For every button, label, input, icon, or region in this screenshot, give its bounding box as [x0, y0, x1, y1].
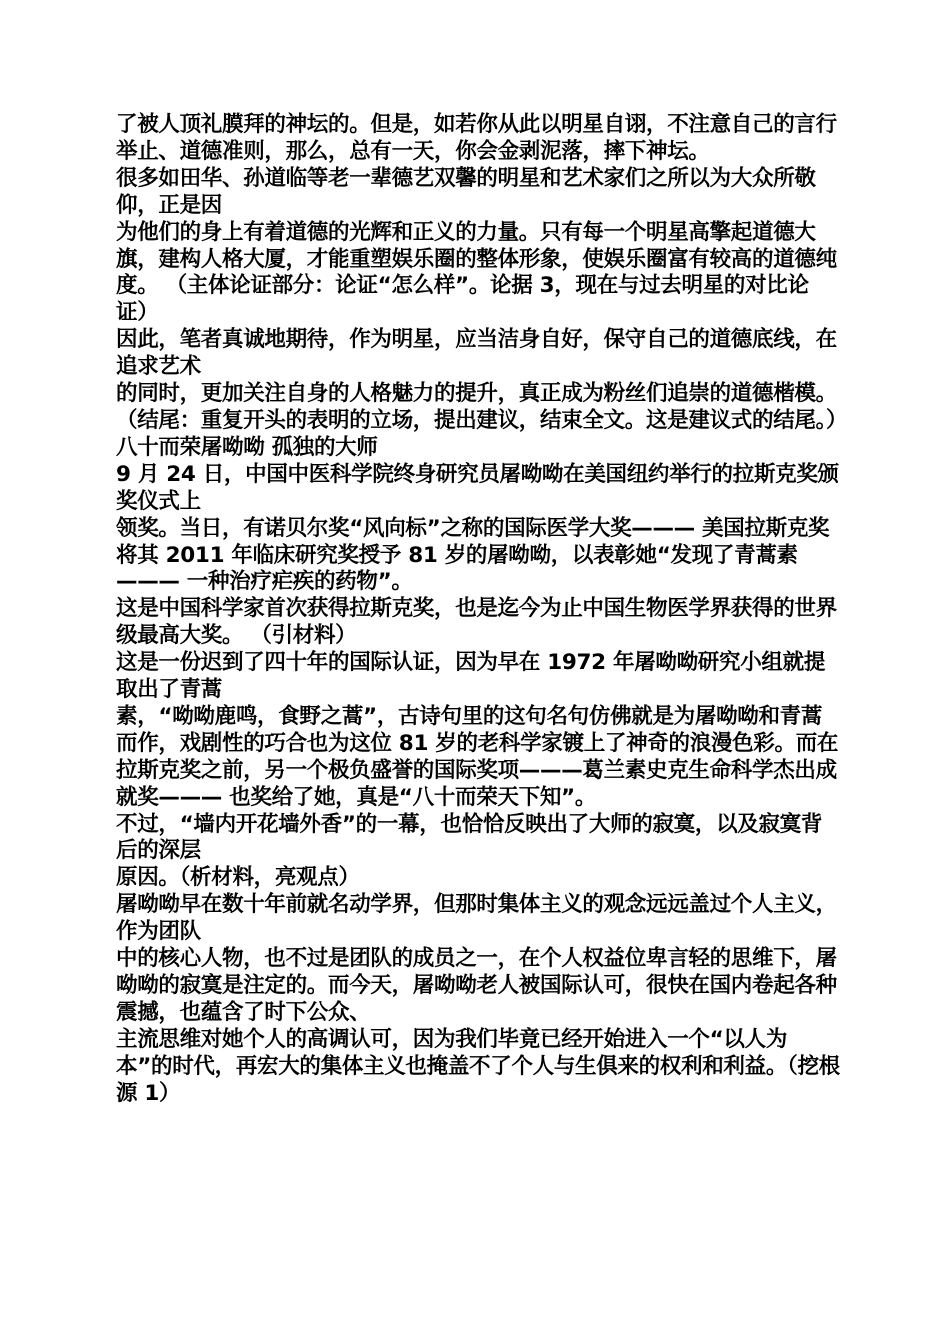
paragraph: 这是一份迟到了四十年的国际认证，因为早在 1972 年屠呦呦研究小组就提取出了青蒿 — [116, 650, 826, 703]
paragraph: 素，“呦呦鹿鸣，食野之蒿”，古诗句里的这句名句仿佛就是为屠呦呦和青蒿而作，戏剧性的巧合也为这位 81 岁的老科学家镀上了神奇的浪漫色彩。而在拉斯克奖之前，另一个极负盛誉的国际奖项———葛兰素史克生命科学杰出成就奖——— 也奖给了她，真是“八十而荣天下知”。 — [116, 703, 839, 810]
paragraph: 屠呦呦早在数十年前就名动学界，但那时集体主义的观念远远盖过个人主义，作为团队 — [116, 892, 837, 945]
paragraph: 的同时，更加关注自身的人格魅力的提升，真正成为粉丝们追崇的道德楷模。 （结尾：重复开头的表明的立场，提出建议，结束全文。这是建议式的结尾。） — [116, 381, 848, 433]
section-title: 八十而荣屠呦呦 孤独的大师 — [116, 434, 378, 460]
document-body — [116, 112, 848, 1108]
paragraph: 为他们的身上有着道德的光辉和正义的力量。只有每一个明星高擎起道德大旗，建构人格大厦，才能重塑娱乐圈的整体形象，使娱乐圈富有较高的道德纯度。 （主体论证部分：论证“怎么样”。论据 3，现在与过去明星的对比论证） — [116, 219, 837, 326]
paragraph: 9 月 24 日，中国中医科学院终身研究员屠呦呦在美国纽约举行的拉斯克奖颁奖仪式上 — [116, 461, 839, 514]
paragraph: 中的核心人物，也不过是团队的成员之一，在个人权益位卑言轻的思维下，屠呦呦的寂寞是注定的。而今天，屠呦呦老人被国际认可，很快在国内卷起各种震撼，也蕴含了时下公众、 — [116, 946, 837, 1025]
paragraph: 因此，笔者真诚地期待，作为明星，应当洁身自好，保守自己的道德底线，在追求艺术 — [116, 327, 837, 380]
paragraph: 很多如田华、孙道临等老一辈德艺双馨的明星和艺术家们之所以为大众所敬仰，正是因 — [116, 165, 816, 218]
paragraph: 领奖。当日，有诺贝尔奖“风向标”之称的国际医学大奖——— 美国拉斯克奖将其 2011 年临床研究奖授予 81 岁的屠呦呦，以表彰她“发现了青蒿素——— 一种治疗疟疾的药物”。 — [116, 515, 830, 595]
paragraph: 主流思维对她个人的高调认可，因为我们毕竟已经开始进入一个“以人为本”的时代，再宏大的集体主义也掩盖不了个人与生俱来的权利和利益。（挖根源 1） — [116, 1026, 840, 1106]
paragraph: 这是中国科学家首次获得拉斯克奖，也是迄今为止中国生物医学界获得的世界级最高大奖。 （引材料） — [116, 596, 837, 649]
paragraph: 不过，“墙内开花墙外香”的一幕，也恰恰反映出了大师的寂寞，以及寂寞背后的深层 — [116, 811, 823, 864]
paragraph: 了被人顶礼膜拜的神坛的。但是，如若你从此以明星自诩，不注意自己的言行举止、道德准则，那么，总有一天，你会金剥泥落，摔下神坛。 — [116, 112, 837, 164]
paragraph: 原因。（析材料，亮观点） — [116, 865, 360, 891]
